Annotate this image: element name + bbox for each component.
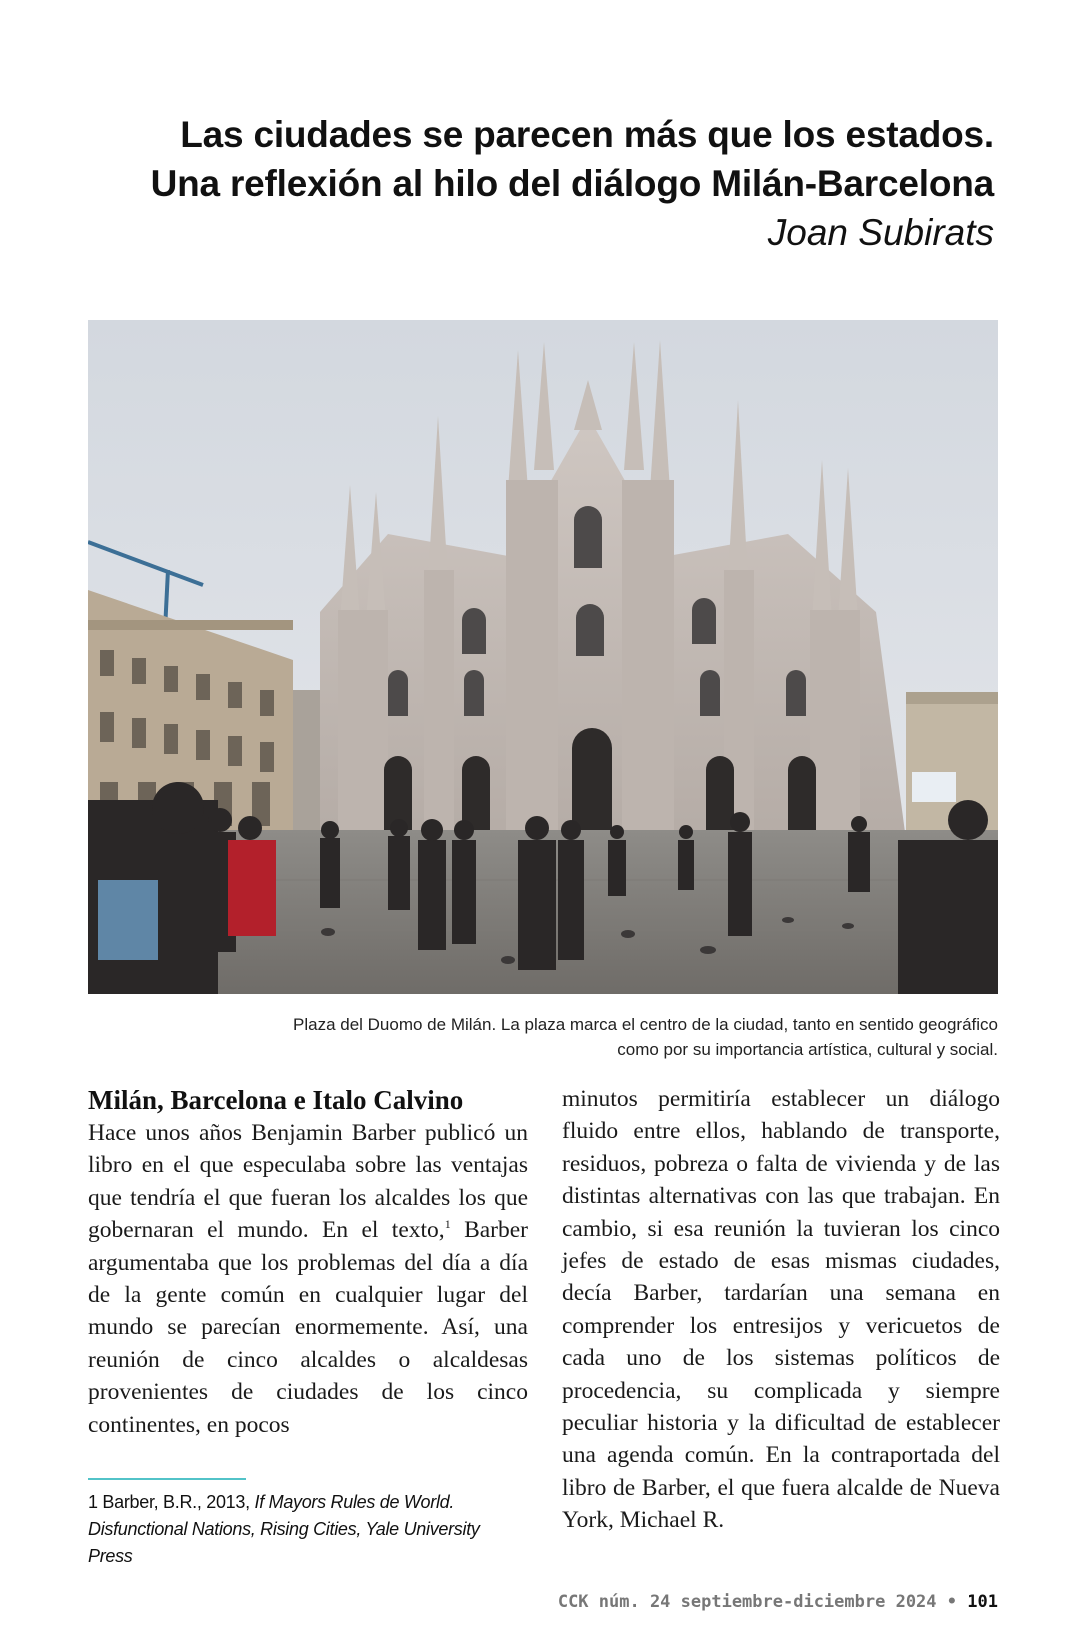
left-paragraph [88, 1117, 528, 1441]
left-text-part-1: Hace unos años Benjamin Barber publicó un libro en el que especulaba sobre las ventajas que tendría el que fueran los alcaldes los que gobernaran el mundo. En el texto, [88, 1120, 528, 1244]
footnote-reference[interactable]: 1 [444, 1217, 451, 1232]
photo-caption [88, 1012, 998, 1062]
article-header [151, 110, 994, 258]
article-author: Joan Subirats [767, 212, 994, 253]
right-column [562, 1083, 1000, 1537]
left-text-part-2: Barber argumentaba que los problemas del día a día de la gente común en cualquier lugar del mundo se parecían enormemente. Así, una reunión de cinco alcaldes o alcaldesas provenientes de ciudades de los cinco continentes, en pocos [88, 1217, 529, 1438]
caption-line-1: Plaza del Duomo de Milán. La plaza marca el centro de la ciudad, tanto en sentido geográfico [293, 1015, 998, 1034]
caption-line-2: como por su importancia artística, cultural y social. [617, 1040, 998, 1059]
article-title-line-2: Una reflexión al hilo del diálogo Milán-Barcelona [150, 163, 994, 204]
page-footer [558, 1592, 998, 1612]
footnote-lead: 1 Barber, B.R., 2013, [88, 1492, 255, 1512]
duomo-photo [88, 320, 998, 994]
issue-label: CCK núm. 24 septiembre-diciembre 2024 [557, 1592, 937, 1612]
section-heading: Milán, Barcelona e Italo Calvino [88, 1085, 464, 1115]
footnote [88, 1489, 528, 1570]
page-number: 101 [967, 1592, 998, 1612]
footnote-divider [88, 1478, 246, 1480]
right-paragraph: minutos permitiría establecer un diálogo fluido entre ellos, hablando de transporte, residuos, pobreza o falta de vivienda y de las distintas alternativas con las que trabajan. En cambio, si esa reunión la tuvieran los cinco jefes de estado de esas mismas ciudades, decía Barber, tardarían una semana en comprender los entresijos y vericuetos de cada uno de los sistemas políticos de procedencia, su complicada y siempre peculiar historia y la dificultad de establecer una agenda común. En la contraportada del libro de Barber, el que fuera alcalde de Nueva York, Michael R. [562, 1086, 1000, 1534]
left-column [88, 1083, 528, 1441]
footer-separator: • [946, 1592, 958, 1612]
footnote-citation: If Mayors Rules de World. Disfunctional Nations, Rising Cities, Yale University Press [88, 1492, 480, 1566]
article-title-line-1: Las ciudades se parecen más que los estados. [180, 114, 994, 155]
